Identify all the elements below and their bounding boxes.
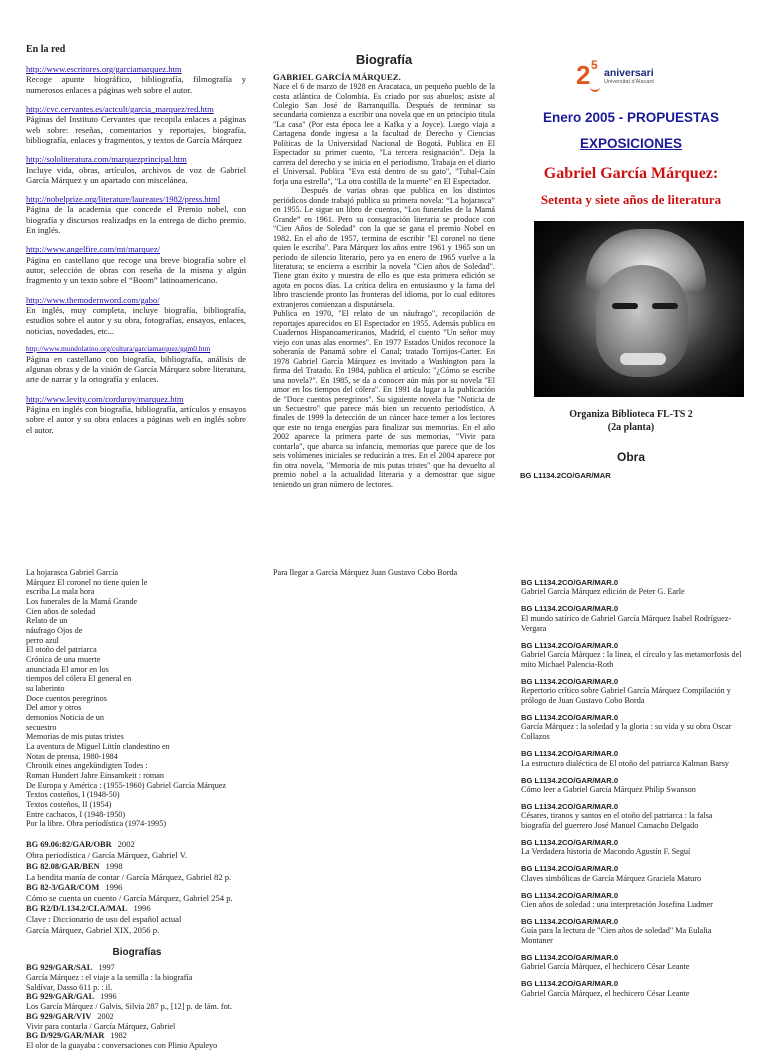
university-logo xyxy=(576,58,742,92)
link-description: Página en castellano con biografía, bibliografía, análisis de algunas obras y de la visión de García Márquez sobre literatura, arte de narrar y la ortografía y enlaces. xyxy=(26,353,246,385)
entry-year: 1982 xyxy=(110,1031,127,1041)
biografias-title: Biografías xyxy=(112,947,162,959)
header-date-line: Enero 2005 - PROPUESTAS xyxy=(542,110,720,125)
works-list xyxy=(26,568,248,829)
bio-paragraph-1: Nace el 6 de marzo de 1928 en Aracataca, un pequeño pueblo de la costa atlántica de Colombia. Es criado por sus abuelos; asiste al Colegio San José de Barranquilla. Después de terminar su secundaria comienza a escribir una novela que en un principio titula "La casa" (Por esta época lee a Kafka y a Joyce). Luego viaja a Cartagena donde ingresa a la facultad de Derecho y Ciencias Políticas de la Universidad Nacional de Bogotá. Publica en El Espectador su primer cuento, "La tercera resignación". Deja la carrera del derecho y se inicia en el periodismo. Trabaja en el diario el Universal. Publica "Eva está dentro de su gato", "Tubal-Caín forja una estrella", "La otra costilla de la muerte" en El Espectador. xyxy=(273,82,495,186)
entry-line: García Márquez : el viaje a la semilla : la biografía xyxy=(26,972,193,982)
logo-superscript: 5 xyxy=(591,58,598,72)
call-number: BG L1134.2CO/GAR/MAR.0 xyxy=(521,676,619,686)
catalog-entry xyxy=(26,882,248,903)
web-link[interactable]: http://www.themodernword.com/gabo/ xyxy=(26,294,160,305)
critical-work-entry xyxy=(521,641,743,670)
call-number: BG L1134.2CO/GAR/MAR.0 xyxy=(521,749,619,759)
work-title: Claves simbólicas de García Márquez Graciela Maturo xyxy=(521,873,702,883)
link-description: Página de la academia que concede el Premio nobel, con biografía y discursos realizadps en la entrega de dicho premio. En inglés. xyxy=(26,204,246,236)
critical-work-entry xyxy=(521,578,743,597)
work-line: demonios Noticia de un xyxy=(26,713,104,723)
entry-line: García Márquez, Gabriel XIX, 2056 p. xyxy=(26,924,160,935)
work-line: La hojarasca Gabriel García xyxy=(26,568,119,577)
work-line: su laberinto xyxy=(26,684,65,694)
entry-line: La bendita manía de contar / García Márquez, Gabriel 82 p. xyxy=(26,871,232,882)
work-line: escriba La mala hora xyxy=(26,587,95,597)
call-number: BG 82.08/GAR/BEN xyxy=(26,861,100,871)
call-number: BG L1134.2CO/GAR/MAR.0 xyxy=(521,713,619,722)
biografia-title: Biografía xyxy=(355,52,413,67)
call-number: BG L1134.2CO/GAR/MAR.0 xyxy=(521,775,619,785)
cobo-borda-entry: Para llegar a García Márquez Juan Gustavo Cobo Borda xyxy=(273,568,458,577)
link-description: Incluye vida, obras, artículos, archivos de voz de Gabriel García Márquez y un apartado con miscelánea. xyxy=(26,164,246,185)
work-line: Roman Hundert Jahre Einsamkeit : roman xyxy=(26,771,165,781)
logo-subtext: Universitat d'Alacant xyxy=(604,79,654,85)
critical-works-section xyxy=(521,578,743,1006)
work-line: Textos costeños, II (1954) xyxy=(26,800,112,810)
call-number: BG L1134.2CO/GAR/MAR.0 xyxy=(521,979,619,989)
entry-year: 2002 xyxy=(97,1011,114,1021)
call-number: BG R2/D/L134.2/CLA/MAL xyxy=(26,904,128,914)
work-line: Del amor y otros xyxy=(26,703,82,713)
links-list xyxy=(26,64,246,435)
work-title: Gabriel García Márquez, el hechicero César Leante xyxy=(521,988,690,998)
critical-work-entry xyxy=(521,979,743,998)
link-entry xyxy=(26,104,246,145)
link-description: En inglés, muy completa, incluye biografía, bibliografía, estudios sobre el autor y su obra, fotografías, ensayos, enlaces, noticias, novedades, etc... xyxy=(26,304,246,336)
call-number: BG 69.06:82/GAR/OBR xyxy=(26,840,112,850)
critical-work-entry xyxy=(521,749,743,768)
call-number: BG L1134.2CO/GAR/MAR.0 xyxy=(521,864,619,874)
work-title: Cómo leer a Gabriel García Márquez Philip Swanson xyxy=(521,784,696,794)
call-number: BG L1134.2CO/GAR/MAR.0 xyxy=(521,890,619,900)
bio-paragraph-2: Después de varias obras que publica en los distintos periódicos donde trabajó publica su primera novela: “La hojarasca” en 1955. Le sigue un libro de cuentos, “Los funerales de la Mamá Grande” en 1961. Pero su consagración literaria se produce con "Cien Años de Soledad" con la que se gana el premio Nobel en 1982. En el año de 1957, termina de escribir "El coronel no tiene quien le escriba". Para Márquez los años entre 1961 y 1965 son un periodo de silencio literario, pero ya en enero de 1965 vuelve a la literatura; se encierra a escribir la novela "Cien años de Soledad". Tiene gran éxito y muestra de ello es que esta primera edición se agota en pocos días. La crítica delira en entusiasmo y la fama del libro trasciende pronto las fronteras del idioma, por lo cual editores extranjeros comienzan a disputársela. xyxy=(273,186,495,309)
logo-text: aniversari xyxy=(604,67,654,79)
bio-paragraph-3: Publica en 1970, "El relato de un náufrago", recopilación de reportajes aparecidos en El Espectador en 1955. Además publica en Cuadernos Hispanoamericanos, Madrid, el cuento "Un señor muy viejo con unas alas enormes". En 1977 Estados Unidos reconoce la soberanía de Panamá sobre el Canal; tratado Torrijos-Carter. En 1978 Gabriel García Márquez es invitado a Washington para la firma del Tratado. En 1984, publica el artículo: "¿Cómo se escribe una novela?". En 1985, se da a conocer aún más por su novela "El amor en los tiempos del cólera". En 1991 da lugar a la publicación de "Doce cuentos peregrinos". Su siguiente novela fue "Noticia de un Secuestro" que parece más bien un recuento periodístico. A finales de 1999 la detección de un cáncer hace temer a los lectores que este no tenga energías para finalizar sus memorias. En el año 2002 aparece la primera parte de sus memorias, "Vivir para contarla", que abarca su infancia, memorias que parece que de los seis volúmenes iniciales se reducirán a tres. En el 2004 aparece por fin otra novela, "Memoria de mis putas tristes" que ha devuelto al premio nobel a la actualidad literaria y a demostrar que sigue teniendo un gran número de lectores. xyxy=(273,309,495,489)
critical-work-entry xyxy=(521,838,743,857)
call-number: BG 929/GAR/SAL xyxy=(26,963,93,973)
cover-section xyxy=(520,58,742,480)
critical-work-entry xyxy=(521,713,743,742)
work-line: El otoño del patriarca xyxy=(26,645,97,655)
link-entry xyxy=(26,244,246,285)
call-number: BG 82-3/GAR/COM xyxy=(26,882,100,892)
en-la-red-heading: En la red xyxy=(26,44,66,55)
call-number: BG 929/GAR/GAL xyxy=(26,992,95,1002)
catalog-entry xyxy=(26,861,248,882)
critical-work-entry xyxy=(521,802,743,831)
web-link[interactable]: http://sololiteratura.com/marquezprincipal.htm xyxy=(26,154,187,165)
link-entry xyxy=(26,345,246,385)
mid-bottom-section xyxy=(273,568,495,578)
call-number: BG L1134.2CO/GAR/MAR.0 xyxy=(521,604,619,614)
web-link[interactable]: http://www.angelfire.com/mt/marquez/ xyxy=(26,244,161,255)
critical-work-entry xyxy=(521,677,743,706)
catalog-entry xyxy=(26,992,248,1012)
work-title: Gabriel García Márquez edición de Peter G. Earle xyxy=(521,587,685,597)
catalog-entry xyxy=(26,1012,248,1032)
call-number: BG L1134.2CO/GAR/MAR.0 xyxy=(521,916,619,926)
work-line: Crónica de una muerte xyxy=(26,655,101,665)
work-line: Entre cachacos, I (1948-1950) xyxy=(26,809,126,819)
work-line: De Europa y América : (1955-1960) Gabriel García Márquez xyxy=(26,780,227,790)
entry-line: El olor de la guayaba : conversaciones con Plinio Apuleyo xyxy=(26,1041,218,1051)
work-line: Textos costeños, I (1948-50) xyxy=(26,790,120,800)
header-exposiciones: EXPOSICIONES xyxy=(579,136,683,152)
entry-line: Vivir para contarla / García Márquez, Gabriel xyxy=(26,1021,176,1031)
obra-title: Obra xyxy=(616,450,645,465)
link-entry xyxy=(26,154,246,185)
critical-work-entry xyxy=(521,604,743,633)
link-entry xyxy=(26,194,246,235)
work-line: Relato de un xyxy=(26,616,68,626)
work-line: Chronik eines angekündigten Todes : xyxy=(26,761,148,771)
work-title: Gabriel García Márquez, el hechicero César Leante xyxy=(521,962,690,972)
entry-line: Cómo se cuenta un cuento / García Márquez, Gabriel 254 p. xyxy=(26,893,233,903)
work-line: Notas de prensa, 1980-1984 xyxy=(26,751,118,761)
critical-work-entry xyxy=(521,953,743,972)
work-line: náufrago Ojos de xyxy=(26,626,83,636)
organiza-line-1: Organiza Biblioteca FL-TS 2 xyxy=(569,409,693,421)
catalog-entry xyxy=(26,839,248,860)
work-line: La aventura de Miguel Littín clandestino en xyxy=(26,742,170,752)
catalog-entry xyxy=(26,903,248,935)
work-line: Memorias de mis putas tristes xyxy=(26,732,124,742)
link-description: Página en inglés con biografía, bibliografía, artículos y ensayos sobre el autor y su obra enlaces a páginas web en inglés sobre el autor. xyxy=(26,404,246,435)
entry-line: Clave : Diccionario de uso del español actual xyxy=(26,914,182,925)
work-line: Márquez El coronel no tiene quien le xyxy=(26,577,148,587)
call-number: BG L1134.2CO/GAR/MAR.0 xyxy=(521,838,619,847)
entry-line: Los García Márquez / Galvis, Silvia 287 p., [12] p. de lám. fot. xyxy=(26,1002,233,1012)
work-title: La estructura dialéctica de El otoño del patriarca Kalman Barsy xyxy=(521,758,730,768)
work-line: Cien años de soledad xyxy=(26,606,96,616)
biografia-section xyxy=(273,52,495,489)
call-number: BG L1134.2CO/GAR/MAR.0 xyxy=(521,953,619,962)
web-link[interactable]: http://nobelprize.org/literature/laureates/1982/press.html xyxy=(26,194,221,205)
call-number: BG D/929/GAR/MAR xyxy=(26,1031,105,1041)
logo-number: 2 xyxy=(576,60,591,90)
work-line: perro azul xyxy=(26,635,59,645)
work-title: El mundo satírico de Gabriel García Márquez Isabel Rodríguez-Vergara xyxy=(521,613,732,633)
critical-work-entry xyxy=(521,891,743,910)
entry-year: 1996 xyxy=(133,903,151,914)
author-name: GABRIEL GARCÍA MÁRQUEZ. xyxy=(273,71,401,82)
exhibit-subtitle: Setenta y siete años de literatura xyxy=(540,191,722,207)
call-number: BG L1134.2CO/GAR/MAR.0 xyxy=(521,578,619,587)
call-entries xyxy=(26,839,248,935)
call-number: BG L1134.2CO/GAR/MAR.0 xyxy=(521,640,619,650)
work-line: Doce cuentos peregrinos xyxy=(26,693,107,703)
obra-call-number: BG L1134.2CO/GAR/MAR xyxy=(520,470,611,480)
work-title: Cien años de soledad : una interpretación Josefina Ludmer xyxy=(521,899,713,909)
work-line: secuestro xyxy=(26,722,57,732)
work-title: Repertorio crítico sobre Gabriel García Márquez Compilación y prólogo de Juan Gustavo Cobo Borda xyxy=(521,686,731,705)
work-title: Césares, tiranos y santos en el otoño del patriarca : la falsa biografía del guerrero José Manuel Camacho Delgado xyxy=(521,811,713,830)
entry-year: 1996 xyxy=(105,881,123,892)
web-link[interactable]: http://cvc.cervantes.es/actcult/garcia_marquez/red.htm xyxy=(26,103,214,114)
entry-year: 1996 xyxy=(100,992,117,1002)
work-title: Gabriel García Márquez : la línea, el círculo y las metamorfosis del mito Michael Palencia-Roth xyxy=(521,649,742,669)
entry-year: 1997 xyxy=(98,963,115,973)
link-entry xyxy=(26,64,246,95)
link-description: Páginas del Instituto Cervantes que recopila enlaces a páginas web sobre: reseñas, comentarios y reportajes, biografía, bibliografía, enlaces y fragmentos, y textos de García Márquez xyxy=(26,114,246,145)
critical-work-entry xyxy=(521,864,743,883)
call-number: BG 929/GAR/VIV xyxy=(26,1011,92,1021)
entry-year: 2002 xyxy=(117,839,135,850)
en-la-red-section xyxy=(26,44,246,444)
work-line: Por la libre. Obra periodística (1974-1995) xyxy=(26,819,167,829)
biografias-list xyxy=(26,963,248,1051)
critical-work-entry xyxy=(521,776,743,795)
link-entry xyxy=(26,394,246,435)
exhibit-author-title: Gabriel García Márquez: xyxy=(543,165,719,183)
call-number: BG L1134.2CO/GAR/MAR.0 xyxy=(521,801,619,811)
works-section xyxy=(26,568,248,1051)
entry-line: Obra periodística / García Márquez, Gabriel V. xyxy=(26,850,187,861)
link-entry xyxy=(26,295,246,336)
entry-line: Saldívar, Dasso 611 p. : il. xyxy=(26,982,113,992)
web-link[interactable]: http://www.mundolatino.org/cultura/garciamarquez/ggm0.htm xyxy=(26,343,211,353)
web-link[interactable]: http://www.levity.com/corduroy/marquez.htm xyxy=(26,393,184,404)
catalog-entry xyxy=(26,963,248,992)
link-description: Recoge apunte biográfico, bibliografía, filmografía y numerosos enlaces a páginas web sobre el autor. xyxy=(26,74,246,95)
work-title: García Márquez : la soledad y la gloria : su vida y su obra Oscar Collazos xyxy=(521,722,732,742)
link-description: Página en castellano que recoge una breve biografía sobre el autor, selección de obras con reseña de la misma y algún fragmento y un texto sobre el “Boom” latinoamericano. xyxy=(26,254,246,286)
author-portrait xyxy=(534,221,744,397)
work-line: tiempos del cólera El general en xyxy=(26,674,132,684)
web-link[interactable]: http://www.escritores.org/garciamarquez.htm xyxy=(26,64,182,74)
catalog-entry xyxy=(26,1031,248,1051)
work-line: anunciada El amor en los xyxy=(26,664,109,674)
entry-year: 1998 xyxy=(105,860,123,871)
work-line: Los funerales de la Mamá Grande xyxy=(26,597,138,607)
critical-work-entry xyxy=(521,917,743,946)
logo-arc-icon xyxy=(590,80,600,92)
organiza-line-2: (2a planta) xyxy=(607,421,655,433)
work-title: Guía para la lectura de "Cien años de soledad" Ma Eulalia Montaner xyxy=(521,926,712,945)
work-title: La Verdadera historia de Macondo Agustín F. Seguí xyxy=(521,847,691,857)
